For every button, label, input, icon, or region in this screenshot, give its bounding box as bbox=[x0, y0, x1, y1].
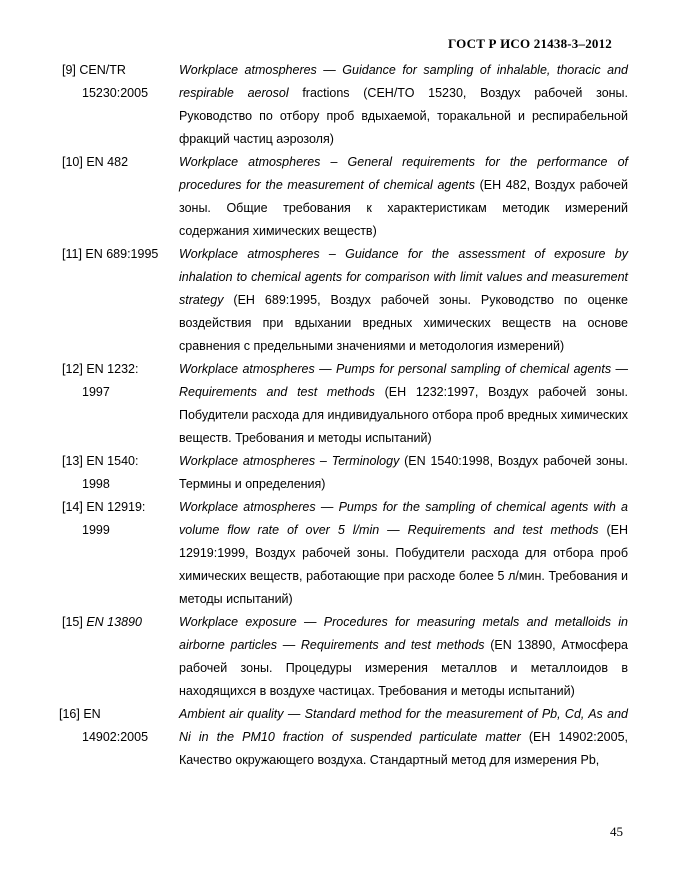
reference-text bbox=[179, 496, 628, 611]
reference-text bbox=[179, 59, 628, 151]
reference-translation: (EH 12919:1999, Воздух рабочей зоны. Побудители расхода для отбора проб химических веществ, работающие при расходе более 5 л/мин. Требования и методы испытаний) bbox=[179, 523, 628, 606]
reference-number: [12] EN 1232: 1997 bbox=[62, 362, 139, 399]
reference-number: [9] CEN/TR 15230:2005 bbox=[62, 63, 149, 100]
reference-text bbox=[179, 703, 628, 772]
reference-item bbox=[62, 358, 628, 450]
reference-translation: (EH 1232:1997, Воздух рабочей зоны. Побудители расхода для индивидуального отбора проб вредных химических веществ. Требования и методы испытаний) bbox=[179, 385, 628, 445]
reference-number: [16] EN 14902:2005 bbox=[59, 707, 149, 744]
reference-item bbox=[62, 611, 628, 703]
reference-translation: fractions (CEH/TO 15230, Воздух рабочей зоны. Руководство по отбору проб вдыхаемой, торакальной и респирабельной фракций частиц аэрозоля) bbox=[179, 86, 629, 146]
reference-title: Workplace atmospheres – Guidance for the assessment of exposure by inhalation to chemical agents for comparison with limit values and measurement strategy bbox=[179, 247, 628, 307]
reference-translation: (EH 14902:2005, Качество окружающего воздуха. Стандартный метод для измерения Pb, bbox=[179, 730, 628, 767]
reference-number: [10] EN 482 bbox=[62, 155, 129, 169]
reference-item bbox=[59, 703, 628, 772]
reference-list bbox=[59, 59, 629, 772]
reference-item bbox=[62, 450, 628, 496]
reference-text bbox=[179, 151, 628, 243]
reference-number: [11] EN 689:1995 bbox=[62, 247, 159, 261]
reference-item bbox=[62, 496, 628, 611]
reference-text bbox=[179, 358, 628, 450]
reference-title: Workplace atmospheres — Pumps for personal sampling of chemical agents — Requirements and test methods bbox=[179, 362, 628, 399]
reference-number: [13] EN 1540: 1998 bbox=[62, 454, 139, 491]
reference-translation: (EN 13890, Атмосфера рабочей зоны. Процедуры измерения металлов и металлоидов в находящихся в воздухе частицах. Требования и методы испытаний) bbox=[179, 638, 628, 698]
reference-translation: (EH 689:1995, Воздух рабочей зоны. Руководство по оценке воздействия при вдыхании вредных химических веществ на основе сравнения с предельными значениями и методология измерений) bbox=[179, 293, 628, 353]
reference-translation: (EN 1540:1998, Воздух рабочей зоны. Термины и определения) bbox=[179, 454, 628, 491]
reference-title: Workplace exposure — Procedures for measuring metals and metalloids in airborne particles — Requirements and test methods bbox=[179, 615, 628, 652]
reference-text bbox=[179, 243, 628, 358]
reference-title: Workplace atmospheres — Pumps for the sampling of chemical agents with a volume flow rate of over 5 l/min — Requirements and test methods bbox=[179, 500, 628, 537]
reference-translation: (EH 482, Воздух рабочей зоны. Общие требования к характеристикам методик измерений содержания химических веществ) bbox=[179, 178, 628, 238]
reference-text bbox=[179, 611, 628, 703]
reference-title: Workplace atmospheres — Guidance for sampling of inhalable, thoracic and respirable aerosol bbox=[179, 63, 628, 100]
document-header: ГОСТ Р ИСО 21438-3–2012 bbox=[447, 36, 612, 51]
reference-text bbox=[179, 450, 628, 496]
reference-title: Workplace atmospheres – Terminology bbox=[179, 454, 400, 468]
reference-item bbox=[62, 243, 628, 358]
reference-item bbox=[62, 151, 628, 243]
page-number: 45 bbox=[610, 824, 623, 839]
reference-number: [14] EN 12919: 1999 bbox=[62, 500, 146, 537]
reference-title: Workplace atmospheres – General requirements for the performance of procedures for the measurement of chemical agents bbox=[179, 155, 628, 192]
reference-number: [15] EN 13890 bbox=[62, 615, 142, 629]
reference-item bbox=[62, 59, 628, 151]
reference-title: Ambient air quality — Standard method for the measurement of Pb, Cd, As and Ni in the PM10 fraction of suspended particulate matter bbox=[179, 707, 628, 744]
